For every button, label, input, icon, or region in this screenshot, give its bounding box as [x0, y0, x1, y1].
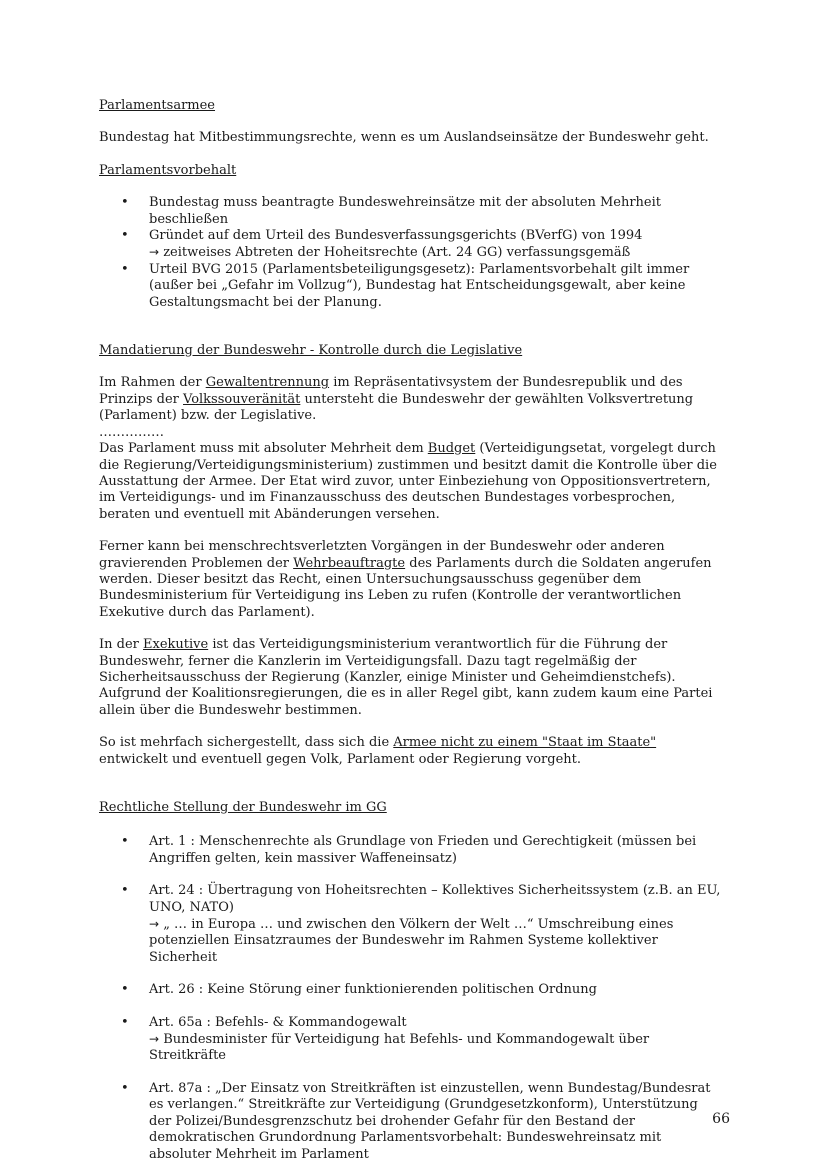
list-item: • Urteil BVG 2015 (Parlamentsbeteiligungsgesetz): Parlamentsvorbehalt gilt immer (außer bei „Gefahr im Vollzug“), Bundestag hat Entscheidungsgewalt, aber keine Gestaltungsmacht bei der Planung. [121, 261, 690, 310]
paragraph: Das Parlament muss mit absoluter Mehrheit dem Budget (Verteidigungsetat, vorgelegt durch die Regierung/Verteidigungsministerium) zustimmen und besitzt damit die Kontrolle über die Ausstattung der Armee. Der Etat wird zuvor, unter Einbeziehung von Oppositionsvertretern, im Verteidigungs- und im Finanzausschuss des deutschen Bundestages vorbesprochen, beraten und eventuell mit Abänderungen versehen. [99, 441, 717, 522]
page-content [99, 98, 724, 1163]
section-heading-parlamentsvorbehalt: Parlamentsvorbehalt [99, 162, 237, 178]
paragraph: In der Exekutive ist das Verteidigungsministerium verantwortlich für die Führung der Bundeswehr, ferner die Kanzlerin im Verteidigungsfall. Dazu tagt regelmäßig der Sicherheitsausschuss der Regierung (Kanzler, einige Minister und Geheimdienstchefs). Aufgrund der Koalitionsregierungen, die es in aller Regel gibt, kann zudem kaum eine Partei allein über die Bundeswehr bestimmen. [99, 637, 713, 718]
paragraph: Im Rahmen der Gewaltentrennung im Repräsentativsystem der Bundesrepublik und des Prinzips der Volkssouveränität untersteht die Bundeswehr der gewählten Volksvertretung (Parlament) bzw. der Legislative. [99, 375, 694, 424]
bullet-icon: • [121, 883, 129, 899]
link-wehrbeauftragte[interactable]: Wehrbeauftragte [293, 555, 406, 571]
arrow-right-icon: → [149, 917, 160, 932]
ellipsis: …………… [99, 424, 164, 440]
bullet-icon: • [121, 982, 129, 998]
link-gewaltentrennung[interactable]: Gewaltentrennung [205, 375, 330, 391]
list-item: • Art. 1 : Menschenrechte als Grundlage von Frieden und Gerechtigkeit (müssen bei Angriffen gelten, kein massiver Waffeneinsatz) [121, 834, 697, 866]
list-item: • Gründet auf dem Urteil des Bundesverfassungsgerichts (BVerfG) von 1994 → zeitweises Abtreten der Hoheitsrechte (Art. 24 GG) verfassungsgemäß [121, 228, 643, 261]
paragraph: Bundestag hat Mitbestimmungsrechte, wenn es um Auslandseinsätze der Bundeswehr geht. [99, 130, 709, 146]
list-item: • Art. 26 : Keine Störung einer funktionierenden politischen Ordnung [121, 982, 597, 998]
arrow-right-icon: → [149, 245, 160, 260]
link-volkssouveraenitaet[interactable]: Volkssouveränität [183, 391, 301, 407]
list-item: • Art. 24 : Übertragung von Hoheitsrechten – Kollektives Sicherheitssystem (z.B. an EU, UNO, NATO) → „ … in Europa … und zwischen den Völkern der Welt …“ Umschreibung eines potenziellen Einsatzraumes der Bundeswehr im Rahmen Systeme kollektiver Sicherheit [121, 883, 721, 965]
bullet-icon: • [121, 228, 129, 244]
bullet-icon: • [121, 1080, 129, 1096]
list-item: • Bundestag muss beantragte Bundeswehreinsätze mit der absoluten Mehrheit beschließen [121, 195, 661, 227]
paragraph: So ist mehrfach sichergestellt, dass sich die Armee nicht zu einem "Staat im Staate" entwickelt und eventuell gegen Volk, Parlament oder Regierung vorgeht. [99, 735, 657, 767]
section-heading-parlamentsarmee: Parlamentsarmee [99, 98, 216, 113]
bullet-list [99, 834, 724, 1163]
section-heading-rechtliche-stellung: Rechtliche Stellung der Bundeswehr im GG [99, 800, 387, 815]
page-number: 66 [712, 1111, 730, 1127]
bullet-icon: • [121, 1014, 129, 1030]
link-exekutive[interactable]: Exekutive [143, 637, 209, 653]
paragraph: Ferner kann bei menschrechtsverletzten Vorgängen in der Bundeswehr oder anderen gravierenden Problemen der Wehrbeauftragte des Parlaments durch die Soldaten angerufen werden. Dieser besitzt das Recht, einen Untersuchungsausschuss gegenüber dem Bundesministerium für Verteidigung ins Leben zu rufen (Kontrolle der verantwortlichen Exekutive durch das Parlament). [99, 539, 712, 620]
arrow-right-icon: → [149, 1032, 160, 1047]
bullet-list [99, 195, 724, 311]
bullet-icon: • [121, 195, 129, 211]
bullet-icon: • [121, 261, 129, 277]
list-item: • Art. 65a : Befehls- & Kommandogewalt → Bundesminister für Verteidigung hat Befehls- und Kommandogewalt über Streitkräfte [121, 1014, 650, 1064]
list-item: • Art. 87a : „Der Einsatz von Streitkräften ist einzustellen, wenn Bundestag/Bundesrat es verlangen.“ Streitkräfte zur Verteidigung (Grundgesetzkonform), Unterstützung der Polizei/Bundesgrenzschutz bei drohender Gefahr für den Bestand der demokratischen Grundordnung Parlamentsvorbehalt: Bundeswehreinsatz mit absoluter Mehrheit im Parlament [121, 1080, 711, 1162]
section-heading-mandatierung: Mandatierung der Bundeswehr - Kontrolle durch die Legislative [99, 343, 523, 359]
bullet-icon: • [121, 834, 129, 850]
link-budget[interactable]: Budget [427, 441, 476, 457]
link-staat-im-staate[interactable]: Armee nicht zu einem "Staat im Staate" [393, 735, 657, 751]
